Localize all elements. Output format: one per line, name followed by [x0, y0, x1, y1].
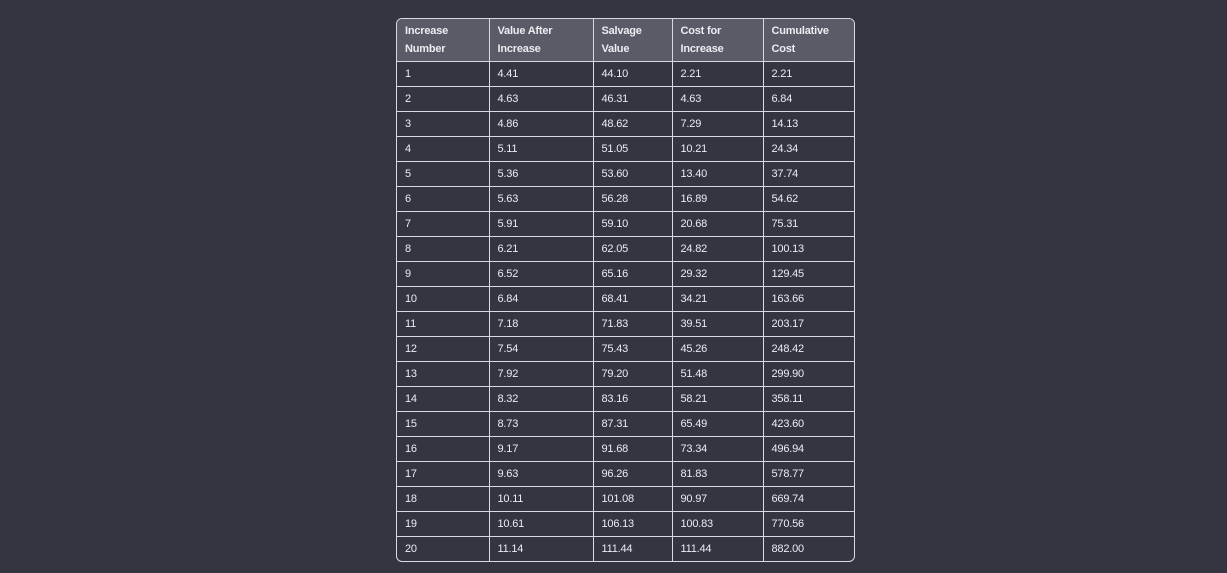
cell-salvage-value: 111.44	[593, 537, 672, 562]
cell-cost-for-increase: 34.21	[672, 287, 763, 312]
cell-increase-number: 3	[397, 112, 489, 137]
cell-cost-for-increase: 24.82	[672, 237, 763, 262]
cell-increase-number: 16	[397, 437, 489, 462]
cell-increase-number: 8	[397, 237, 489, 262]
cell-salvage-value: 79.20	[593, 362, 672, 387]
header-line: Increase	[680, 43, 724, 55]
cell-increase-number: 17	[397, 462, 489, 487]
cell-salvage-value: 87.31	[593, 412, 672, 437]
cell-cost-for-increase: 73.34	[672, 437, 763, 462]
cell-salvage-value: 75.43	[593, 337, 672, 362]
table-row	[397, 262, 855, 287]
cell-cost-for-increase: 100.83	[672, 512, 763, 537]
cell-value-after-increase: 4.41	[489, 62, 593, 87]
cell-increase-number: 14	[397, 387, 489, 412]
cell-cost-for-increase: 20.68	[672, 212, 763, 237]
cell-cost-for-increase: 16.89	[672, 187, 763, 212]
cell-increase-number: 18	[397, 487, 489, 512]
cell-cumulative-cost: 163.66	[763, 287, 855, 312]
cell-salvage-value: 59.10	[593, 212, 672, 237]
table-row	[397, 187, 855, 212]
cell-cumulative-cost: 75.31	[763, 212, 855, 237]
header-line: Salvage	[601, 25, 642, 37]
header-value-after-increase	[489, 19, 593, 62]
table-row	[397, 312, 855, 337]
cell-value-after-increase: 5.63	[489, 187, 593, 212]
cell-increase-number: 20	[397, 537, 489, 562]
cell-salvage-value: 51.05	[593, 137, 672, 162]
cell-value-after-increase: 10.11	[489, 487, 593, 512]
cell-increase-number: 19	[397, 512, 489, 537]
table-body	[397, 62, 855, 562]
cell-cumulative-cost: 203.17	[763, 312, 855, 337]
header-line: Value	[601, 43, 630, 55]
table-row	[397, 412, 855, 437]
cell-salvage-value: 46.31	[593, 87, 672, 112]
cell-cost-for-increase: 10.21	[672, 137, 763, 162]
cell-value-after-increase: 5.11	[489, 137, 593, 162]
cell-cumulative-cost: 358.11	[763, 387, 855, 412]
cell-cumulative-cost: 248.42	[763, 337, 855, 362]
cell-value-after-increase: 9.17	[489, 437, 593, 462]
table-row	[397, 112, 855, 137]
cell-salvage-value: 101.08	[593, 487, 672, 512]
cell-cumulative-cost: 2.21	[763, 62, 855, 87]
cell-salvage-value: 83.16	[593, 387, 672, 412]
cell-cost-for-increase: 81.83	[672, 462, 763, 487]
table-row	[397, 87, 855, 112]
cell-cumulative-cost: 496.94	[763, 437, 855, 462]
cell-cumulative-cost: 14.13	[763, 112, 855, 137]
cell-salvage-value: 62.05	[593, 237, 672, 262]
cell-value-after-increase: 7.54	[489, 337, 593, 362]
header-line: Cost for	[680, 25, 722, 37]
cell-salvage-value: 91.68	[593, 437, 672, 462]
data-table-container	[396, 18, 855, 562]
cell-value-after-increase: 7.92	[489, 362, 593, 387]
cell-cost-for-increase: 51.48	[672, 362, 763, 387]
header-line: Increase	[405, 25, 449, 37]
cell-cost-for-increase: 65.49	[672, 412, 763, 437]
data-table	[397, 19, 855, 562]
cell-salvage-value: 56.28	[593, 187, 672, 212]
cell-cost-for-increase: 45.26	[672, 337, 763, 362]
cell-value-after-increase: 10.61	[489, 512, 593, 537]
header-increase-number	[397, 19, 489, 62]
cell-cost-for-increase: 29.32	[672, 262, 763, 287]
cell-increase-number: 1	[397, 62, 489, 87]
table-row	[397, 437, 855, 462]
cell-value-after-increase: 8.32	[489, 387, 593, 412]
cell-increase-number: 13	[397, 362, 489, 387]
cell-salvage-value: 65.16	[593, 262, 672, 287]
header-line: Value After	[497, 25, 553, 37]
table-row	[397, 212, 855, 237]
cell-salvage-value: 53.60	[593, 162, 672, 187]
header-line: Increase	[497, 43, 541, 55]
cell-salvage-value: 106.13	[593, 512, 672, 537]
cell-increase-number: 9	[397, 262, 489, 287]
cell-cumulative-cost: 6.84	[763, 87, 855, 112]
cell-cumulative-cost: 37.74	[763, 162, 855, 187]
cell-increase-number: 11	[397, 312, 489, 337]
cell-salvage-value: 96.26	[593, 462, 672, 487]
cell-cumulative-cost: 299.90	[763, 362, 855, 387]
header-cumulative-cost	[763, 19, 855, 62]
cell-cumulative-cost: 100.13	[763, 237, 855, 262]
cell-cumulative-cost: 882.00	[771, 543, 804, 556]
header-line: Cost	[771, 43, 796, 55]
cell-increase-number: 7	[397, 212, 489, 237]
cell-value-after-increase: 8.73	[489, 412, 593, 437]
header-salvage-value	[593, 19, 672, 62]
cell-salvage-value: 44.10	[593, 62, 672, 87]
cell-cost-for-increase: 111.44	[672, 537, 763, 562]
cell-increase-number: 10	[397, 287, 489, 312]
header-row	[397, 19, 855, 62]
header-line: Number	[405, 43, 446, 55]
cell-cost-for-increase: 4.63	[672, 87, 763, 112]
cell-cost-for-increase: 7.29	[672, 112, 763, 137]
table-row	[397, 462, 855, 487]
cell-increase-number: 5	[397, 162, 489, 187]
cell-cumulative-cost: 54.62	[763, 187, 855, 212]
table-row	[397, 337, 855, 362]
cell-value-after-increase: 6.84	[489, 287, 593, 312]
cell-cumulative-cost: 669.74	[763, 487, 855, 512]
cell-cost-for-increase: 2.21	[672, 62, 763, 87]
table-row	[397, 137, 855, 162]
cell-cumulative-cost: 24.34	[763, 137, 855, 162]
table-row	[397, 287, 855, 312]
table-row	[397, 487, 855, 512]
table-row	[397, 62, 855, 87]
table-row	[397, 387, 855, 412]
cell-cost-for-increase: 58.21	[672, 387, 763, 412]
table-row	[397, 237, 855, 262]
cell-cumulative-cost: 578.77	[763, 462, 855, 487]
cell-increase-number: 12	[397, 337, 489, 362]
cell-value-after-increase: 5.91	[489, 212, 593, 237]
table-row	[397, 362, 855, 387]
cell-value-after-increase: 6.52	[489, 262, 593, 287]
cell-cost-for-increase: 90.97	[672, 487, 763, 512]
cell-value-after-increase: 7.18	[489, 312, 593, 337]
header-cost-for-increase	[672, 19, 763, 62]
cell-value-after-increase: 11.14	[489, 537, 593, 562]
table-header	[397, 19, 855, 62]
cell-cost-for-increase: 39.51	[672, 312, 763, 337]
cell-increase-number: 2	[397, 87, 489, 112]
cell-salvage-value: 68.41	[593, 287, 672, 312]
cell-value-after-increase: 6.21	[489, 237, 593, 262]
table-row	[397, 512, 855, 537]
cell-value-after-increase: 5.36	[489, 162, 593, 187]
cell-increase-number: 4	[397, 137, 489, 162]
cell-cumulative-cost: 770.56	[763, 512, 855, 537]
table-row	[397, 162, 855, 187]
cell-value-after-increase: 9.63	[489, 462, 593, 487]
cell-cumulative-cost: 129.45	[763, 262, 855, 287]
cell-increase-number: 15	[397, 412, 489, 437]
cell-salvage-value: 48.62	[593, 112, 672, 137]
header-line: Cumulative	[771, 25, 829, 37]
cell-salvage-value: 71.83	[593, 312, 672, 337]
table-row	[397, 537, 855, 562]
cell-increase-number: 6	[397, 187, 489, 212]
cell-value-after-increase: 4.63	[489, 87, 593, 112]
cell-cumulative-cost: 423.60	[763, 412, 855, 437]
cell-cost-for-increase: 13.40	[672, 162, 763, 187]
cell-value-after-increase: 4.86	[489, 112, 593, 137]
